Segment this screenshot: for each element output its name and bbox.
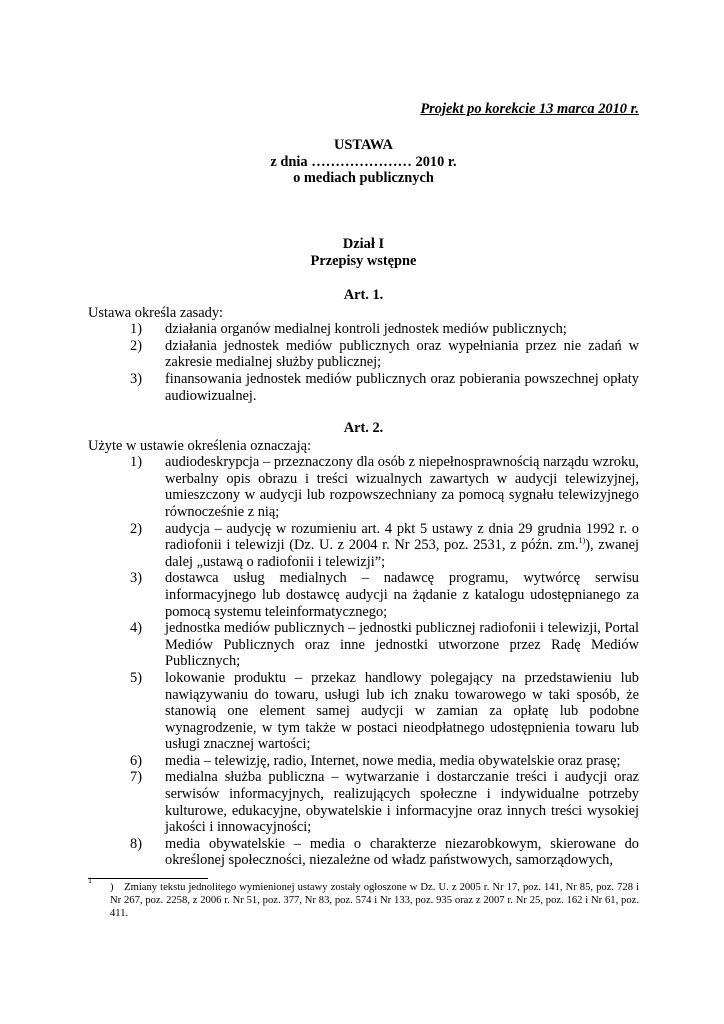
item-number: 4)	[130, 620, 142, 637]
item-number: 1)	[130, 321, 142, 338]
item-number: 5)	[130, 669, 142, 686]
list-item	[88, 454, 639, 520]
footnote: 1 ) Zmiany tekstu jednolitego wymienionej ustawy zostały ogłoszone w Dz. U. z 2005 r. Nr 17, poz. 141, Nr 85, poz. 728 i Nr 267, poz. 2258, z 2006 r. Nr 51, poz. 377, Nr 83, poz. 574 i Nr 133, poz. 935 oraz z 2007 r. Nr 25, poz. 162 i Nr 61, poz. 411.	[88, 876, 639, 920]
item-number: 8)	[130, 835, 142, 852]
list-item	[88, 836, 639, 869]
footnote-reference[interactable]: 1)	[578, 536, 586, 546]
item-number: 7)	[130, 769, 142, 786]
act-subject: o mediach publicznych	[293, 170, 434, 187]
item-number: 2)	[130, 337, 142, 354]
article-2	[88, 420, 639, 869]
list-item	[88, 570, 639, 620]
item-number: 3)	[130, 570, 142, 587]
article-1-list	[88, 321, 639, 404]
list-item	[88, 521, 639, 571]
item-text: media – telewizję, radio, Internet, nowe media, media obywatelskie oraz prasę;	[165, 752, 621, 769]
list-item	[88, 769, 639, 835]
list-item	[88, 753, 639, 770]
act-date: z dnia ………………… 2010 r.	[270, 153, 457, 170]
article-1	[88, 287, 639, 404]
item-text: dostawca usług medialnych – nadawcę programu, wytwórcę serwisu informacyjnego lub dostawcę audycji na żądanie z katalogu udostępnianego za pomocą systemu teleinformatycznego;	[165, 570, 639, 620]
draft-note: Projekt po korekcie 13 marca 2010 r.	[420, 101, 639, 117]
article-1-label: Art. 1.	[343, 287, 384, 303]
act-type: USTAWA	[334, 137, 393, 153]
footnote-separator	[88, 878, 208, 879]
act-title-block	[88, 137, 639, 187]
list-item	[88, 620, 639, 670]
article-2-label: Art. 2.	[343, 420, 384, 436]
list-item	[88, 321, 639, 338]
division-heading	[88, 236, 639, 269]
footnote-text: ) Zmiany tekstu jednolitego wymienionej ustawy zostały ogłoszone w Dz. U. z 2005 r. Nr 17, poz. 141, Nr 85, poz. 728 i Nr 267, poz. 2258, z 2006 r. Nr 51, poz. 377, Nr 83, poz. 574 i Nr 133, poz. 935 oraz z 2007 r. Nr 25, poz. 162 i Nr 61, poz. 411.	[110, 882, 639, 920]
division-name: Przepisy wstępne	[310, 252, 417, 269]
list-item	[88, 670, 639, 753]
item-number: 2)	[130, 520, 142, 537]
item-text: lokowanie produktu – przekaz handlowy polegający na przedstawieniu lub nawiązywaniu do towaru, usługi lub ich znaku towarowego w taki sposób, że stanowią one element samej audycji w zamian za opłatę lub podobne wynagrodzenie, w tym także w postaci nieodpłatnego udostępnienia towaru lub usługi znacznej wartości;	[165, 669, 639, 753]
item-text: media obywatelskie – media o charakterze niezarobkowym, skierowane do określonej społeczności, niezależne od władz państwowych, samorządowych,	[165, 835, 639, 869]
item-text: audiodeskrypcja – przeznaczony dla osób z niepełnosprawnością narządu wzroku, werbalny opis obrazu i treści wizualnych zawartych w audycji telewizyjnej, umieszczony w audycji lub rozpowszechniany za pomocą sygnału telewizyjnego równocześnie z nią;	[165, 454, 639, 520]
list-item	[88, 338, 639, 371]
item-text: działania organów medialnej kontroli jednostek mediów publicznych;	[165, 321, 567, 338]
item-text: działania jednostek mediów publicznych oraz wypełniania przez nie zadań w zakresie medialnej służby publicznej;	[165, 337, 639, 371]
item-text: medialna służba publiczna – wytwarzanie i dostarczanie treści i audycji oraz serwisów informacyjnych, realizujących społeczne i indywidualne potrzeby kulturowe, edukacyjne, obywatelskie i informacyjne oraz innych treści wysokiej jakości i innowacyjności;	[165, 769, 639, 836]
item-text-continued: ), zwanej dalej „ustawą o radiofonii i telewizji”;	[165, 537, 639, 570]
item-text: jednostka mediów publicznych – jednostki publicznej radiofonii i telewizji, Portal Mediów Publicznych oraz inne jednostki utworzone przez Radę Mediów Publicznych;	[165, 620, 639, 670]
item-number: 1)	[130, 454, 142, 471]
item-text: finansowania jednostek mediów publicznych oraz pobierania powszechnej opłaty audiowizualnej.	[165, 370, 639, 404]
article-2-list	[88, 454, 639, 869]
item-text: audycja – audycję w rozumieniu art. 4 pkt 5 ustawy z dnia 29 grudnia 1992 r. o radiofonii i telewizji (Dz. U. z 2004 r. Nr 253, poz. 2531, z późn. zm.	[165, 520, 639, 554]
article-2-intro: Użyte w ustawie określenia oznaczają:	[88, 437, 311, 454]
item-number: 3)	[130, 370, 142, 387]
list-item	[88, 371, 639, 404]
article-1-intro: Ustawa określa zasady:	[88, 304, 224, 321]
item-number: 6)	[130, 752, 142, 769]
division-label: Dział I	[342, 236, 385, 252]
